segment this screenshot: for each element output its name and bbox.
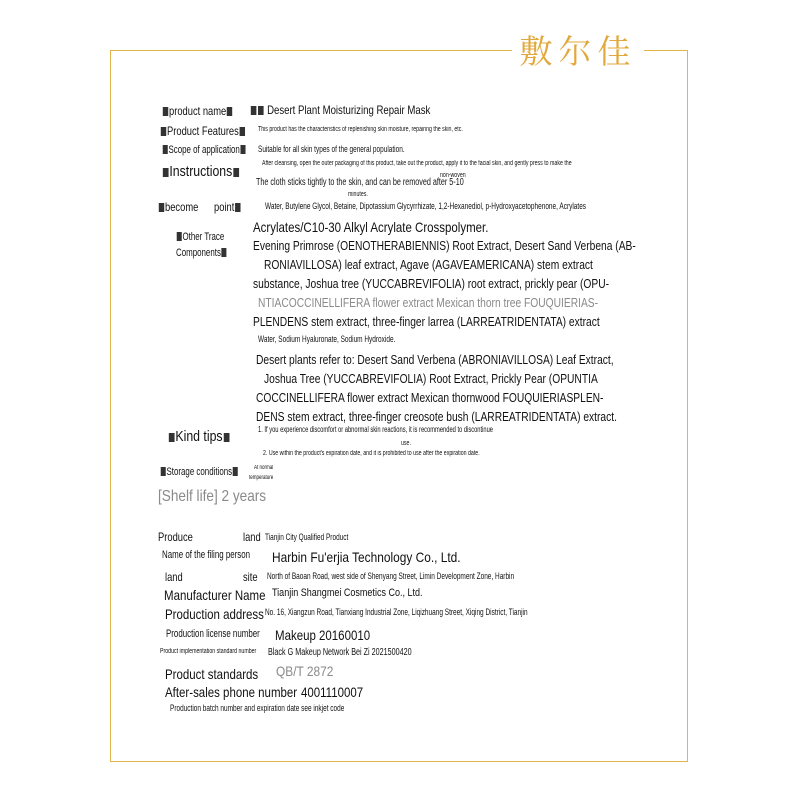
product-name-value: Desert Plant Moisturizing Repair Mask [250, 103, 430, 117]
trace-line-4: NTIACOCCINELLIFERA flower extract Mexican thorn tree FOUQUIERIAS- [258, 296, 599, 310]
ingredients-label-b: point [214, 200, 241, 214]
trace-line-1: Evening Primrose (OENOTHERABIENNIS) Root Extract, Desert Sand Verbena (AB- [253, 239, 636, 253]
license-label: Production license number [166, 628, 260, 640]
after-sales-value: 4001110007 [301, 684, 364, 700]
trace-line-5: PLENDENS stem extract, three-finger larrea (LARREATRIDENTATA) extract [253, 315, 600, 329]
site-label-b: site [243, 570, 258, 584]
site-value: North of Baoan Road, west side of Shenyang Street, Limin Development Zone, Harbin [267, 571, 515, 581]
instructions-line1: After cleansing, open the outer packaging of this product, take out the product, apply it to the facial skin, and gently press to make the [262, 160, 572, 167]
impl-standard-label: Product implementation standard number [160, 648, 257, 655]
desert-line-4: DENS stem extract, three-finger creosote bush (LARREATRIDENTATA) extract. [256, 410, 617, 424]
production-address-value: No. 16, Xiangzun Road, Tianxiang Industrial Zone, Liqizhuang Street, Xiqing District, Tianjin [265, 607, 528, 617]
impl-standard-value: Black G Makeup Network Bei Zi 2021500420 [268, 647, 412, 658]
instructions-line4: minutes. [348, 191, 368, 198]
features-value: This product has the characteristics of replenishing skin moisture, repairing the skin, etc. [258, 126, 463, 133]
desert-line-1: Desert plants refer to: Desert Sand Verbena (ABRONIAVILLOSA) Leaf Extract, [256, 353, 614, 367]
after-sales-label: After-sales phone number [165, 684, 298, 700]
produce-value: Tianjin City Qualified Product [265, 532, 349, 542]
trace-line-3: substance, Joshua tree (YUCCABREVIFOLIA) root extract, prickly pear (OPU- [253, 277, 610, 291]
production-address-label: Production address [165, 606, 264, 622]
scope-label: Scope of application [162, 144, 246, 156]
instructions-line2: non-woven [440, 172, 466, 179]
trace-line-6: Water, Sodium Hyaluronate, Sodium Hydroxide. [258, 334, 396, 344]
desert-line-2: Joshua Tree (YUCCABREVIFOLIA) Root Extract, Prickly Pear (OPUNTIA [264, 372, 598, 386]
shelf-life: [Shelf life] 2 years [158, 488, 267, 505]
site-label-a: land [165, 570, 183, 584]
storage-value-b: temperature [249, 475, 274, 481]
tips-label: Kind tips [168, 428, 230, 445]
manufacturer-label: Manufacturer Name [164, 587, 266, 603]
brand-logo: 敷尔佳 [512, 30, 644, 74]
ingredients-value: Water, Butylene Glycol, Betaine, Dipotassium Glycyrrhizate, 1,2-Hexanediol, p-Hydroxyacetophenone, Acrylates [265, 201, 587, 211]
license-value: Makeup 20160010 [275, 627, 371, 643]
filing-label: Name of the filing person [162, 549, 251, 561]
produce-label-b: land [243, 530, 261, 544]
manufacturer-value: Tianjin Shangmei Cosmetics Co., Ltd. [272, 587, 423, 599]
tip-2: 2. Use within the product's expiration date, and it is prohibited to use after the expiration date. [263, 450, 480, 457]
instructions-line3: The cloth sticks tightly to the skin, and can be removed after 5-10 [256, 177, 464, 188]
product-name-label: product name [162, 104, 233, 118]
trace-label-b: Components [176, 247, 227, 259]
tip-1b: use. [401, 440, 411, 447]
ingredients-label-a: become [158, 200, 198, 214]
produce-label-a: Produce [158, 530, 193, 544]
instructions-label: Instructions [162, 163, 240, 180]
standards-label: Product standards [165, 666, 259, 682]
desert-line-3: COCCINELLIFERA flower extract Mexican thornwood FOUQUIERIASPLEN- [256, 391, 604, 405]
tip-1: 1. If you experience discomfort or abnormal skin reactions, it is recommended to discontinue [258, 425, 494, 434]
filing-value: Harbin Fu'erjia Technology Co., Ltd. [272, 549, 461, 565]
scope-value: Suitable for all skin types of the general population. [258, 144, 405, 154]
trace-label-a: Other Trace [176, 231, 224, 243]
batch-note: Production batch number and expiration date see inkjet code [170, 703, 345, 713]
trace-line-2: RONIAVILLOSA) leaf extract, Agave (AGAVEAMERICANA) stem extract [264, 258, 593, 272]
storage-label: Storage conditions [160, 466, 239, 478]
standards-value: QB/T 2872 [276, 663, 334, 679]
ingredients-line2: Acrylates/C10-30 Alkyl Acrylate Crosspolymer. [253, 219, 489, 235]
features-label: Product Features [160, 124, 246, 138]
storage-value-a: At normal [254, 465, 274, 471]
